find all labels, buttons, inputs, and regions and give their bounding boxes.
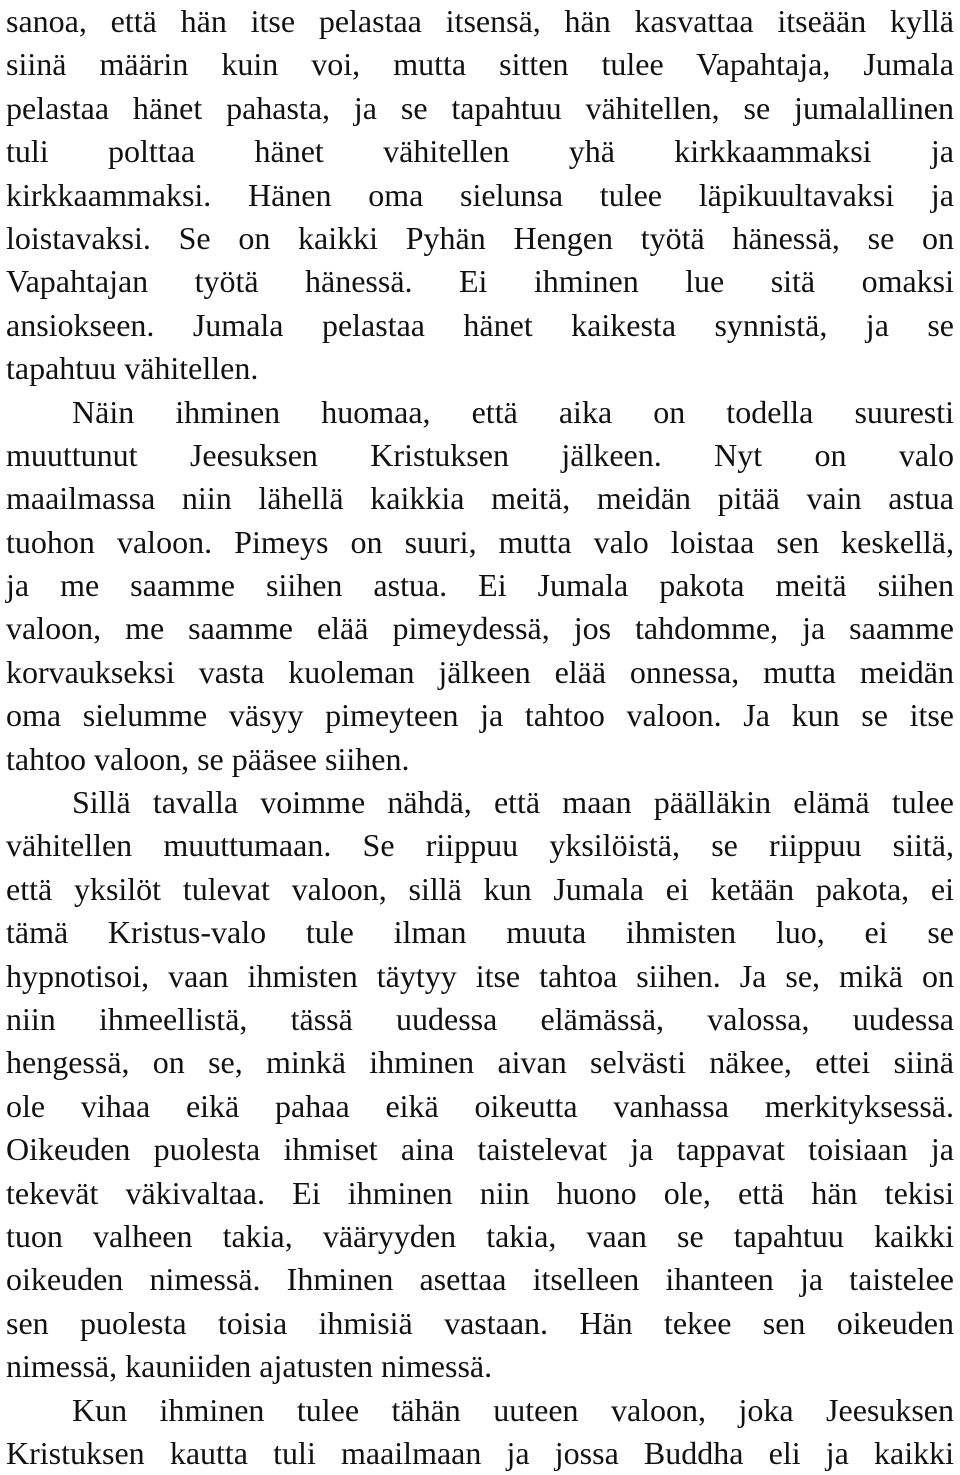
text-line: että yksilöt tulevat valoon, sillä kun Jumala ei ketään pakota, ei	[6, 868, 954, 911]
text-line: sanoa, että hän itse pelastaa itsensä, hän kasvattaa itseään kyllä	[6, 0, 954, 43]
paragraph-3	[6, 781, 954, 1388]
text-line: tuohon valoon. Pimeys on suuri, mutta valo loistaa sen keskellä,	[6, 521, 954, 564]
text-line: tämä Kristus-valo tule ilman muuta ihmisten luo, ei se	[6, 911, 954, 954]
text-line: hypnotisoi, vaan ihmisten täytyy itse tahtoa siihen. Ja se, mikä on	[6, 955, 954, 998]
text-line: sen puolesta toisia ihmisiä vastaan. Hän tekee sen oikeuden	[6, 1302, 954, 1345]
text-line: ansiokseen. Jumala pelastaa hänet kaikesta synnistä, ja se	[6, 304, 954, 347]
text-line: valoon, me saamme elää pimeydessä, jos tahdomme, ja saamme	[6, 607, 954, 650]
text-line: muuttunut Jeesuksen Kristuksen jälkeen. Nyt on valo	[6, 434, 954, 477]
text-line: pelastaa hänet pahasta, ja se tapahtuu vähitellen, se jumalallinen	[6, 87, 954, 130]
text-line: Sillä tavalla voimme nähdä, että maan päälläkin elämä tulee	[6, 781, 954, 824]
text-line: siinä määrin kuin voi, mutta sitten tulee Vapahtaja, Jumala	[6, 43, 954, 86]
text-line: kirkkaammaksi. Hänen oma sielunsa tulee läpikuultavaksi ja	[6, 174, 954, 217]
paragraph-1	[6, 0, 954, 391]
text-line: tuli polttaa hänet vähitellen yhä kirkkaammaksi ja	[6, 130, 954, 173]
text-line: ole vihaa eikä pahaa eikä oikeutta vanhassa merkityksessä.	[6, 1085, 954, 1128]
text-line: nimessä, kauniiden ajatusten nimessä.	[6, 1345, 954, 1388]
text-line: vähitellen muuttumaan. Se riippuu yksilöistä, se riippuu siitä,	[6, 824, 954, 867]
text-line: oikeuden nimessä. Ihminen asettaa itselleen ihanteen ja taistelee	[6, 1258, 954, 1301]
text-line: Kun ihminen tulee tähän uuteen valoon, joka Jeesuksen	[6, 1389, 954, 1432]
text-line: Näin ihminen huomaa, että aika on todella suuresti	[6, 391, 954, 434]
text-line: korvaukseksi vasta kuoleman jälkeen elää onnessa, mutta meidän	[6, 651, 954, 694]
text-line: maailmassa niin lähellä kaikkia meitä, meidän pitää vain astua	[6, 477, 954, 520]
text-line: ja me saamme siihen astua. Ei Jumala pakota meitä siihen	[6, 564, 954, 607]
text-line: tahtoo valoon, se pääsee siihen.	[6, 738, 954, 781]
text-line: loistavaksi. Se on kaikki Pyhän Hengen työtä hänessä, se on	[6, 217, 954, 260]
text-line: hengessä, on se, minkä ihminen aivan selvästi näkee, ettei siinä	[6, 1041, 954, 1084]
text-line: Kristuksen kautta tuli maailmaan ja jossa Buddha eli ja kaikki	[6, 1432, 954, 1475]
text-line: tekevät väkivaltaa. Ei ihminen niin huono ole, että hän tekisi	[6, 1172, 954, 1215]
text-line: Oikeuden puolesta ihmiset aina taistelevat ja tappavat toisiaan ja	[6, 1128, 954, 1171]
paragraph-4	[6, 1389, 954, 1475]
text-line: oma sielumme väsyy pimeyteen ja tahtoo valoon. Ja kun se itse	[6, 694, 954, 737]
text-line: tuon valheen takia, vääryyden takia, vaan se tapahtuu kaikki	[6, 1215, 954, 1258]
text-line: niin ihmeellistä, tässä uudessa elämässä, valossa, uudessa	[6, 998, 954, 1041]
text-line: tapahtuu vähitellen.	[6, 347, 954, 390]
paragraph-2	[6, 391, 954, 782]
text-line: Vapahtajan työtä hänessä. Ei ihminen lue sitä omaksi	[6, 260, 954, 303]
